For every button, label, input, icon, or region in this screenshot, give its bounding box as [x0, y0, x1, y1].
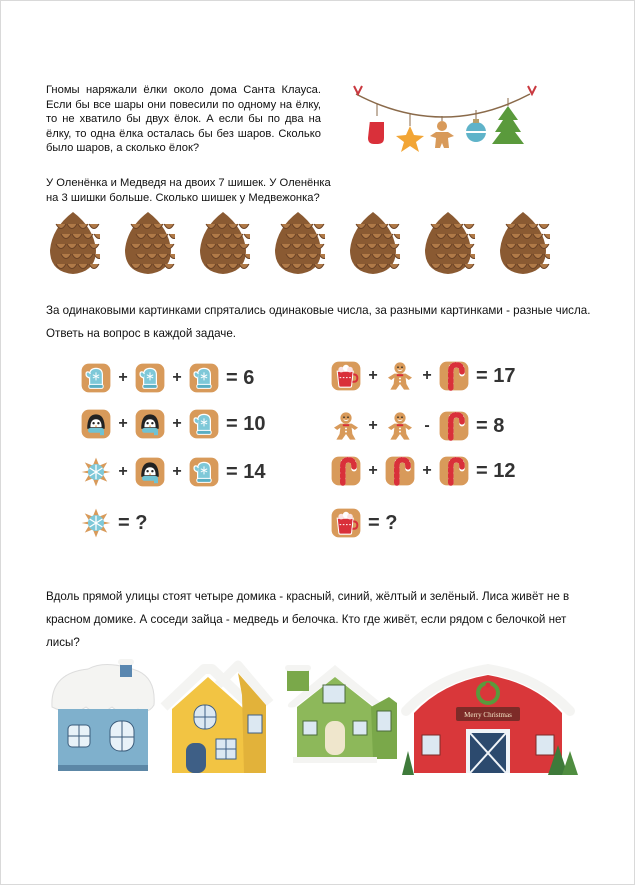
- operator: +: [368, 417, 378, 434]
- right-equation-1: [330, 359, 515, 393]
- garland-illustration: [348, 80, 538, 158]
- snowflake-icon: [80, 456, 112, 488]
- tree-ornament-icon: [492, 98, 524, 144]
- gingerbread-ornament-icon: [430, 116, 454, 148]
- red-house: [398, 655, 580, 780]
- right-equation-2: [330, 409, 504, 443]
- pine-cone-icon: [346, 210, 400, 276]
- operator: +: [118, 415, 128, 432]
- star-ornament-icon: [396, 113, 424, 152]
- equation-result: = ?: [118, 511, 148, 534]
- equation-result: = 12: [476, 459, 516, 482]
- green-house: [285, 655, 403, 765]
- operator: +: [368, 462, 378, 479]
- equation-result: = 6: [226, 366, 255, 389]
- gingerbread-icon: [384, 360, 416, 392]
- operator: +: [172, 463, 182, 480]
- pine-cone-icon: [496, 210, 550, 276]
- cocoa-icon: [330, 507, 362, 539]
- penguin-icon: [134, 456, 166, 488]
- candycane-icon: [438, 455, 470, 487]
- mitten-icon: [188, 456, 220, 488]
- right-equation-4: [330, 506, 397, 540]
- equation-result: = 8: [476, 414, 505, 437]
- yellow-house: [158, 655, 278, 780]
- mitten-ornament-icon: [368, 104, 385, 144]
- cocoa-icon: [330, 360, 362, 392]
- candycane-icon: [330, 455, 362, 487]
- operator: +: [172, 415, 182, 432]
- left-equation-3: [80, 455, 265, 489]
- merry-christmas-sign: Merry Christmas: [464, 711, 512, 719]
- left-equation-1: [80, 361, 254, 395]
- candycane-icon: [384, 455, 416, 487]
- gingerbread-icon: [384, 410, 416, 442]
- operator: +: [172, 369, 182, 386]
- equation-result: = 14: [226, 460, 266, 483]
- left-equation-4: [80, 506, 147, 540]
- operator: +: [368, 367, 378, 384]
- mitten-icon: [80, 362, 112, 394]
- task1-text: Гномы наряжали ёлки около дома Санта Клауса. Если бы все шары они повесили по одному на ёлку, то не хватило бы двух ёлок. А если бы по два на ёлку, то одна ёлка осталась бы без шаров. Сколько было шаров, а сколько ёлок?: [46, 84, 321, 155]
- candycane-icon: [438, 410, 470, 442]
- penguin-icon: [134, 408, 166, 440]
- operator: +: [422, 367, 432, 384]
- pine-cone-icon: [196, 210, 250, 276]
- penguin-icon: [80, 408, 112, 440]
- right-equation-3: [330, 454, 515, 488]
- task2-text: У Оленёнка и Медведя на двоих 7 шишек. У Оленёнка на 3 шишки больше. Сколько шишек у Медвежонка?: [46, 177, 331, 204]
- gingerbread-icon: [330, 410, 362, 442]
- mitten-icon: [188, 408, 220, 440]
- operator: +: [118, 369, 128, 386]
- blue-house: [48, 655, 158, 775]
- pine-cone-icon: [421, 210, 475, 276]
- task3-text: За одинаковыми картинками спрятались одинаковые числа, за разными картинками - разные числа. Ответь на вопрос в каждой задаче.: [46, 304, 591, 340]
- pine-cone-icon: [271, 210, 325, 276]
- pine-cone-icon: [121, 210, 175, 276]
- pine-cone-icon: [46, 210, 100, 276]
- snowflake-icon: [80, 507, 112, 539]
- mitten-icon: [188, 362, 220, 394]
- mitten-icon: [134, 362, 166, 394]
- operator: +: [118, 463, 128, 480]
- candycane-icon: [438, 360, 470, 392]
- operator: -: [424, 417, 430, 434]
- operator: +: [422, 462, 432, 479]
- task4-text: Вдоль прямой улицы стоят четыре домика - красный, синий, жёлтый и зелёный. Лиса живёт не в красном домике. А соседи зайца - медведь и белочка. Кто где живёт, если рядом с белочкой нет лисы?: [46, 590, 570, 649]
- equation-result: = ?: [368, 511, 398, 534]
- equation-result: = 10: [226, 412, 266, 435]
- equation-result: = 17: [476, 364, 516, 387]
- left-equation-2: [80, 407, 265, 441]
